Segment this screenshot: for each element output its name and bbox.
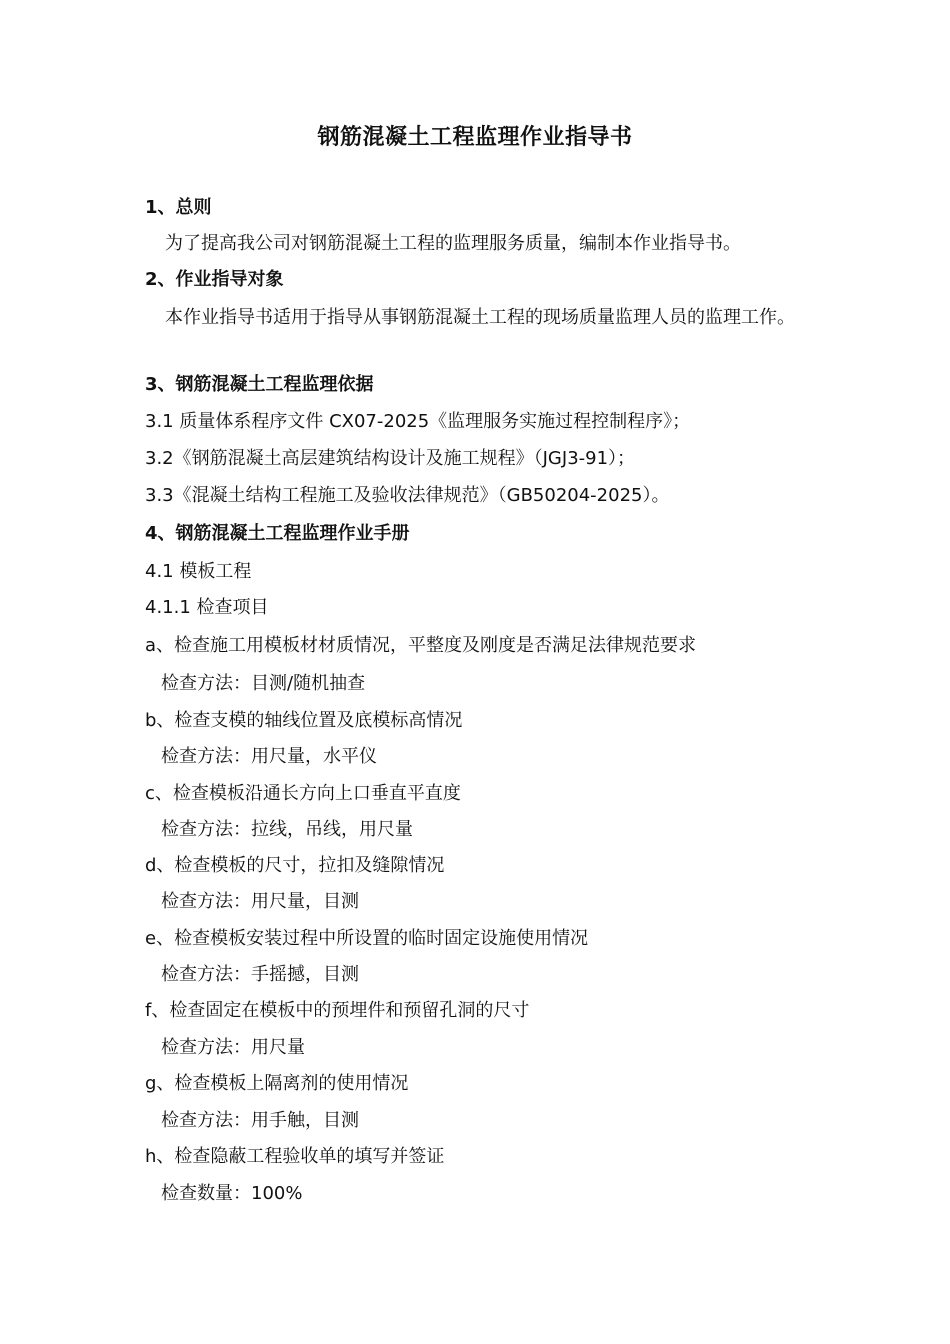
check-method: 检查方法：拉线，吊线，用尺量 [161,819,413,840]
check-method: 检查方法：手摇撼，目测 [161,964,359,985]
subsection-heading: 4.1 模板工程 [145,561,252,582]
reference-item: 3.3《混凝土结构工程施工及验收法律规范》（GB50204-2025）。 [145,485,670,506]
check-method: 检查方法：目测/随机抽查 [161,673,366,694]
check-item: h、检查隐蔽工程验收单的填写并签证 [145,1146,445,1167]
subsection-heading: 4.1.1 检查项目 [145,597,269,618]
section-paragraph: 本作业指导书适用于指导从事钢筋混凝土工程的现场质量监理人员的监理工作。 [165,307,795,328]
section-heading: 4、钢筋混凝土工程监理作业手册 [145,523,410,544]
reference-item: 3.1 质量体系程序文件 CX07-2025《监理服务实施过程控制程序》； [145,411,691,432]
section-heading: 1、总则 [145,197,212,218]
check-item: d、检查模板的尺寸，拉扣及缝隙情况 [145,855,445,876]
check-item: f、检查固定在模板中的预埋件和预留孔洞的尺寸 [145,1000,530,1021]
check-item: g、检查模板上隔离剂的使用情况 [145,1073,409,1094]
section-paragraph: 为了提高我公司对钢筋混凝土工程的监理服务质量，编制本作业指导书。 [165,233,741,254]
section-heading: 3、钢筋混凝土工程监理依据 [145,374,374,395]
check-item: a、检查施工用模板材材质情况，平整度及刚度是否满足法律规范要求 [145,635,697,656]
check-method: 检查方法：用手触，目测 [161,1110,359,1131]
check-method: 检查数量：100% [161,1183,303,1204]
reference-item: 3.2《钢筋混凝土高层建筑结构设计及施工规程》（JGJ3-91）； [145,448,636,469]
check-method: 检查方法：用尺量 [161,1037,305,1058]
check-method: 检查方法：用尺量，水平仪 [161,746,377,767]
section-heading: 2、作业指导对象 [145,269,284,290]
check-item: e、检查模板安装过程中所设置的临时固定设施使用情况 [145,928,589,949]
check-item: c、检查模板沿通长方向上口垂直平直度 [145,783,461,804]
check-item: b、检查支模的轴线位置及底模标高情况 [145,710,463,731]
document-title: 钢筋混凝土工程监理作业指导书 [317,125,633,150]
check-method: 检查方法：用尺量，目测 [161,891,359,912]
